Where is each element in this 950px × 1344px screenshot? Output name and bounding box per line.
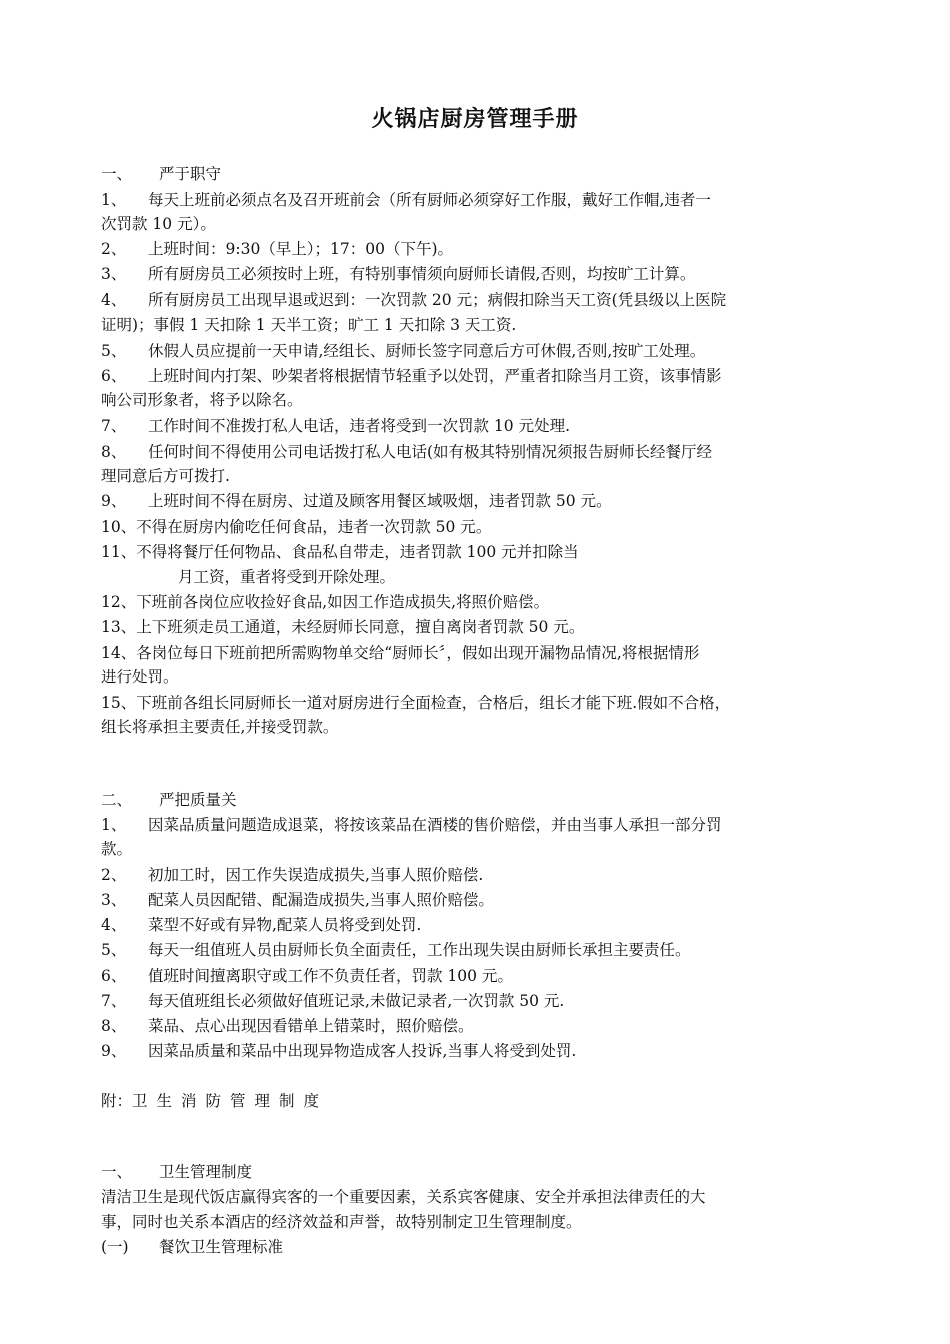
list-item-continuation: 组长将承担主要责任,并接受罚款。: [101, 718, 339, 736]
list-item-continuation: 理同意后方可拨打.: [101, 467, 230, 485]
list-item: 3、 配菜人员因配错、配漏造成损失,当事人照价赔偿。: [101, 891, 494, 909]
list-item: 4、 所有厨房员工出现早退或迟到：一次罚款 20 元；病假扣除当天工资(凭县级以上医院: [101, 291, 727, 309]
list-item-continuation: 月工资，重者将受到开除处理。: [178, 568, 396, 586]
page-title: 火锅店厨房管理手册: [371, 107, 579, 132]
list-item: 8、 菜品、点心出现因看错单上错菜时，照价赔偿。: [101, 1017, 474, 1035]
list-item: 9、 因菜品质量和菜品中出现异物造成客人投诉,当事人将受到处罚.: [101, 1042, 577, 1060]
section-heading: 一、 卫生管理制度: [101, 1163, 253, 1181]
list-item: 2、 初加工时，因工作失误造成损失,当事人照价赔偿.: [101, 866, 484, 884]
list-item: 6、 上班时间内打架、吵架者将根据情节轻重予以处罚，严重者扣除当月工资，该事情影: [101, 367, 722, 385]
list-item: 15、下班前各组长同厨师长一道对厨房进行全面检查，合格后，组长才能下班.假如不合格，: [101, 694, 731, 712]
list-item: 11、不得将餐厅任何物品、食品私自带走，违者罚款 100 元并扣除当: [101, 543, 579, 561]
subsection-heading: (一) 餐饮卫生管理标准: [101, 1238, 284, 1256]
appendix-heading: 附：卫生消防管理制度: [101, 1092, 329, 1110]
list-item-continuation: 响公司形象者，将予以除名。: [101, 391, 303, 409]
list-item: 7、 工作时间不准拨打私人电话，违者将受到一次罚款 10 元处理.: [101, 417, 571, 435]
list-item-continuation: 次罚款 10 元）。: [101, 215, 216, 233]
list-item: 1、 每天上班前必须点名及召开班前会（所有厨师必须穿好工作服，戴好工作帽,违者一: [101, 191, 711, 209]
list-item: 10、不得在厨房内偷吃任何食品，违者一次罚款 50 元。: [101, 518, 492, 536]
section-heading: 二、 严把质量关: [101, 791, 237, 809]
list-item: 8、 任何时间不得使用公司电话拨打私人电话(如有极其特别情况须报告厨师长经餐厅经: [101, 443, 713, 461]
list-item: 5、 休假人员应提前一天申请,经组长、厨师长签字同意后方可休假,否则,按旷工处理。: [101, 342, 706, 360]
paragraph-line: 事，同时也关系本酒店的经济效益和声誉，故特别制定卫生管理制度。: [101, 1213, 582, 1231]
list-item: 5、 每天一组值班人员由厨师长负全面责任，工作出现失误由厨师长承担主要责任。: [101, 941, 691, 959]
list-item: 12、下班前各岗位应收捡好食品,如因工作造成损失,将照价赔偿。: [101, 593, 550, 611]
list-item-continuation: 证明)；事假 1 天扣除 1 天半工资；旷工 1 天扣除 3 天工资.: [101, 316, 517, 334]
list-item: 14、各岗位每日下班前把所需购物单交给“厨师长〞，假如出现开漏物品情况,将根据情形: [101, 644, 700, 662]
list-item: 2、 上班时间：9:30（早上）；17：00（下午)。: [101, 240, 454, 258]
list-item: 13、上下班须走员工通道，未经厨师长同意，擅自离岗者罚款 50 元。: [101, 618, 585, 636]
paragraph-line: 清洁卫生是现代饭店赢得宾客的一个重要因素，关系宾客健康、安全并承担法律责任的大: [101, 1188, 706, 1206]
list-item: 1、 因菜品质量问题造成退菜，将按该菜品在酒楼的售价赔偿，并由当事人承担一部分罚: [101, 816, 722, 834]
list-item-continuation: 进行处罚。: [101, 668, 179, 686]
list-item: 7、 每天值班组长必须做好值班记录,未做记录者,一次罚款 50 元.: [101, 992, 565, 1010]
list-item-continuation: 款。: [101, 840, 133, 858]
list-item: 3、 所有厨房员工必须按时上班，有特别事情须向厨师长请假,否则，均按旷工计算。: [101, 265, 696, 283]
section-heading: 一、 严于职守: [101, 165, 222, 183]
list-item: 6、 值班时间擅离职守或工作不负责任者，罚款 100 元。: [101, 967, 513, 985]
list-item: 9、 上班时间不得在厨房、过道及顾客用餐区域吸烟，违者罚款 50 元。: [101, 492, 612, 510]
list-item: 4、 菜型不好或有异物,配菜人员将受到处罚.: [101, 916, 422, 934]
